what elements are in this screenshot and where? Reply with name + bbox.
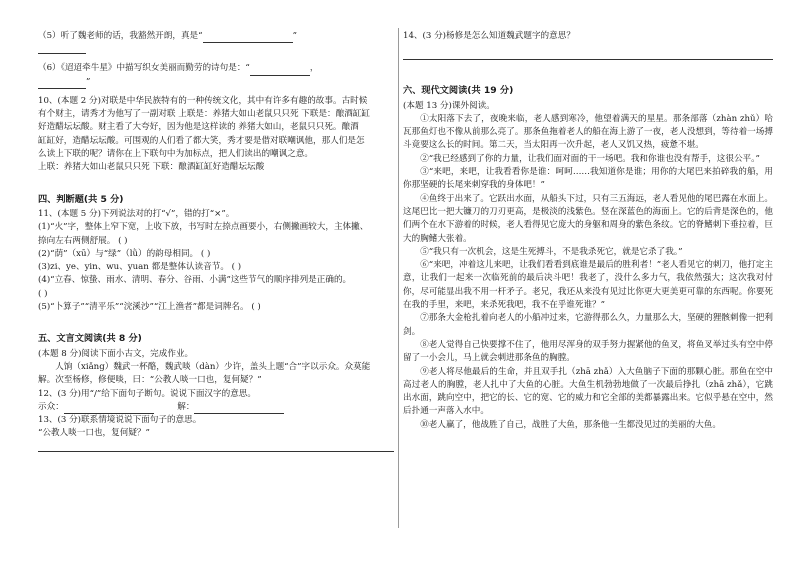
classical-line-2: 解。次至杨修，修便啖，曰：“公教人啖一口也，复何疑？” bbox=[38, 375, 262, 386]
q13-quote: “公教人啖一口也，复何疑？” bbox=[38, 428, 150, 439]
q10-line-5: 么读上下联的呢？请你在上下联句中为加标点，把人们读出的嘲讽之意。 bbox=[38, 149, 314, 160]
q10-line-2: 有个财主，请秀才为他写了一副对联 上联是：养猪大如山老鼠只只死 下联是：酿酒缸缸 bbox=[38, 109, 371, 120]
q12-blank-a[interactable] bbox=[64, 404, 154, 414]
q10-line-3: 好造醋坛坛酸。财主看了大夸好，因为他是这样读的 养猪大如山，老鼠只只死。酿酒 bbox=[38, 122, 359, 133]
q5-line bbox=[38, 30, 394, 43]
q5-blank-2[interactable] bbox=[38, 43, 86, 54]
q12-label-a: 示众： bbox=[38, 401, 64, 412]
q11-line-2: (1)“火”字，整体上窄下宽，上收下放，书写时左捺点画要小，右侧撇画较大，主体撇、 bbox=[38, 222, 369, 233]
q10-answer: 上联：养猪大如山老鼠只只死 下联：酿酒缸缸好造醋坛坛酸 bbox=[38, 162, 265, 173]
q14-answer-line[interactable] bbox=[403, 51, 773, 60]
q11-line-5: (3)zi、ye、yin、wu、yuan 都是整体认读音节。 ( ) bbox=[38, 262, 242, 273]
q13-answer-line[interactable] bbox=[38, 443, 394, 452]
q10-line-4: 缸缸好，造醋坛坛酸。可围观的人们看了都大笑，秀才要是借对联嘲讽他，那人们是怎 bbox=[38, 135, 365, 146]
q5-blank[interactable] bbox=[203, 33, 293, 43]
q11-line-6: (4)“立春、惊蛰、雨水、清明、春分、谷雨、小满”这些节气的顺序排列是正确的。 bbox=[38, 275, 352, 286]
q13-prompt: 13、(3 分)联系情境说说下面句子的意思。 bbox=[38, 415, 202, 426]
q5-end: ” bbox=[292, 31, 297, 41]
q10-line-1: 10、(本题 2 分)对联是中华民族特有的一种传统文化，其中有许多有趣的故事。古时候 bbox=[38, 95, 368, 106]
q6-line bbox=[38, 62, 394, 75]
q6-line-2 bbox=[38, 76, 394, 89]
section-5-title: 五、文言文阅读(共 8 分) bbox=[38, 333, 142, 345]
section-4-title: 四、判断题(共 5 分) bbox=[38, 193, 124, 205]
paragraph-10: ⑩老人赢了，他战胜了自己，战胜了大鱼，那条他一生都没见过的美丽的大鱼。 bbox=[420, 419, 721, 430]
classical-line-1: 人饷（xiǎng）魏武一杯酪，魏武啖（dàn）少许，盖头上题“合”字以示众。众莫能 bbox=[55, 361, 371, 372]
q6-mid: ， bbox=[309, 63, 319, 74]
q12-blank-b[interactable] bbox=[194, 404, 284, 414]
q11-line-7: ( ) bbox=[38, 288, 48, 299]
q11-line-1: 11、(本题 5 分)下列说法对的打“√”，错的打“×”。 bbox=[38, 208, 235, 219]
paragraph-2: ②“我已经感到了你的力量，让我们面对面的干一场吧。我和你谁也没有帮手，这很公平。” bbox=[420, 153, 760, 164]
q6-end: ” bbox=[86, 76, 91, 87]
paragraph-3: ③“来吧，来吧，让我看看你是谁：呵呵……我知道你是谁；用你的大尾巴来拍碎我的船，用你那坚硬的长尾来刺穿我的身体吧！” bbox=[403, 167, 773, 191]
q11-line-8: (5)“卜算子”“清平乐”“浣溪沙”“江上渔者”都是词牌名。 ( ) bbox=[38, 302, 261, 313]
q12-label-b: 解： bbox=[177, 401, 195, 412]
paragraph-8: ⑧老人觉得自己快要撑不住了，他用尽浑身的双手努力握紧他的鱼叉，将鱼叉举过头有空中停留了一小会儿，马上就会刺进那条鱼的胸膛。 bbox=[403, 339, 773, 364]
paragraph-1: ①太阳落下去了，夜晚来临，老人感到寒冷，他望着满天的星星。那条部落（zhàn zhǔ）哈瓦那鱼灯也不像从前那么亮了。那条鱼拖着老人的船在海上游了一夜，老人没想到，等待着一场搏斗竟要这么长的时间。第二天，当太阳再一次升起，老人又饥又热，疲惫不堪。 bbox=[403, 113, 773, 151]
q14-prompt: 14、(3 分)杨修是怎么知道魏武题字的意思？ bbox=[403, 31, 575, 41]
q12-prompt: 12、(3 分)用“/”给下面句子断句。说说下面汉字的意思。 bbox=[38, 388, 256, 399]
q11-line-4: (2)“荫”（xū）与“绿”（lǜ）的韵母相同。 ( ) bbox=[38, 248, 211, 259]
paragraph-5: ⑤“我只有一次机会，这是生死搏斗，不是我杀死它，就是它杀了我。” bbox=[420, 246, 683, 257]
paragraph-7: ⑦那条大金枪扎着向老人的小船冲过来，它游得那么久，力量那么大，坚硬的狸骸刺像一把利剑。 bbox=[403, 313, 773, 337]
paragraph-9: ⑨老人将尽他最后的生命，并且双手扎（zhā zhǎ）入大鱼脑子下面的那颗心脏。那鱼在空中高过老人的胸膛，老人扎中了大鱼的心脏。大鱼生机勃勃地做了一次最后挣扎（zhā zhǎ），它跳出水面，跳向空中，把它的长、它的宽、它的威力和它全部的美都暴露出来。它似乎悬在空中，然后扑通一声落入水中。 bbox=[403, 366, 773, 417]
q6-blank-2[interactable] bbox=[38, 79, 86, 89]
q6-blank-1[interactable] bbox=[250, 66, 310, 76]
q11-line-3: 捺向左右两侧舒展。 ( ) bbox=[38, 235, 128, 246]
right-column bbox=[403, 30, 773, 432]
q5-text: （5）听了魏老师的话，我豁然开朗，真是“ bbox=[38, 31, 203, 41]
classical-intro: (本题 8 分)阅读下面小古文，完成作业。 bbox=[38, 348, 194, 359]
left-column bbox=[38, 30, 394, 452]
paragraph-6: ⑥“来吧，冲着这儿来吧，让我们看看到底谁是最后的胜利者！”老人看见它的刺刀，他打定主意，让我们一起来一次临死前的最后决斗吧！我老了，没什么多力气，我依然强大；这次我对付你，尽可能显出我不用一杆矛子。老兄，我还从来没有见过比你更大更美更可靠的东西呢。你要死在我的手里，来吧，来杀死我吧，我不在乎谁死谁？” bbox=[403, 260, 773, 311]
q6-text: （6）《迢迢牵牛星》中描写织女美丽而勤劳的诗句是：“ bbox=[38, 63, 250, 74]
column-divider bbox=[398, 28, 399, 528]
paragraph-4: ④鱼终于出来了。它跃出水面，从船头下过，只有三五海远，老人看见他的尾巴露在水面上。这尾巴比一把大镰刀的刀刃更高，是极淡的浅紫色。竖在深蓝色的海面上。它的后背是深色的，他们两个在水下游着的时候，老人看得见它庞大的身躯和周身的紫色条纹。它的脊鳍刺下垂拉着，巨大的胸鳍大张着。 bbox=[403, 193, 773, 244]
section-6-title: 六、现代文阅读(共 19 分) bbox=[403, 85, 514, 97]
q12-answer-line bbox=[38, 401, 394, 414]
modern-intro: (本题 13 分)课外阅读。 bbox=[403, 100, 495, 111]
